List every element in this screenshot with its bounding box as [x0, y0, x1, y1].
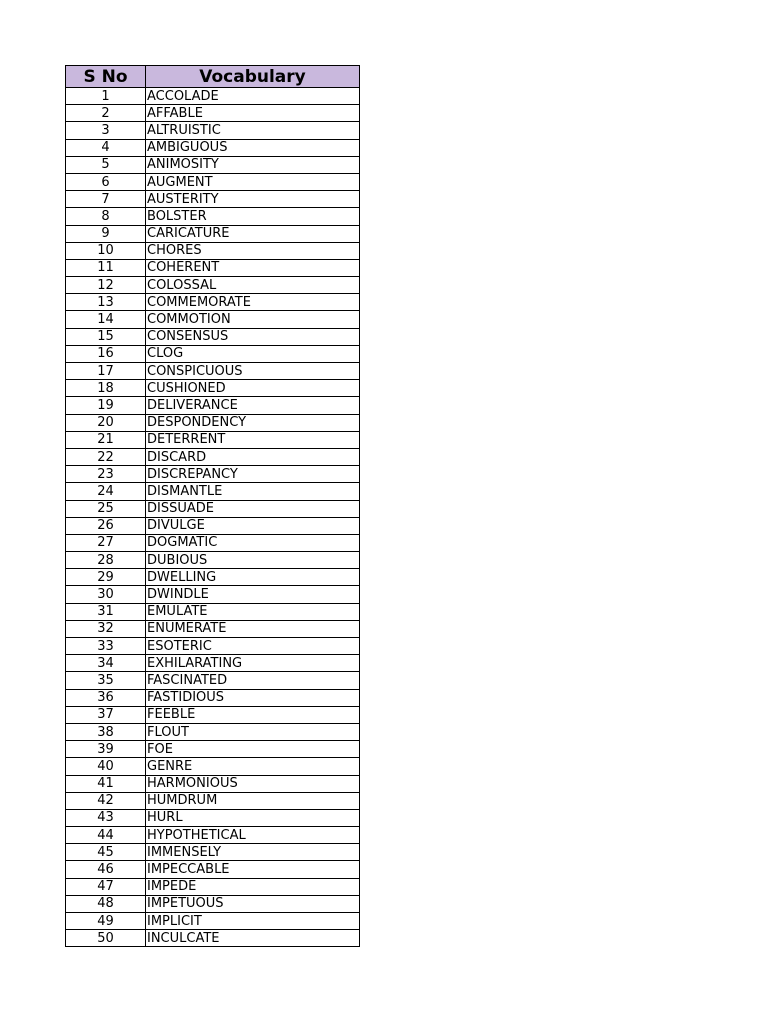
table-row: [66, 380, 360, 397]
row-serial-number: 45: [66, 844, 146, 861]
table-row: [66, 878, 360, 895]
row-vocabulary-word: IMPLICIT: [146, 913, 360, 930]
row-vocabulary-word: DETERRENT: [146, 431, 360, 448]
table-row: [66, 638, 360, 655]
row-vocabulary-word: FASCINATED: [146, 672, 360, 689]
row-serial-number: 44: [66, 827, 146, 844]
row-serial-number: 7: [66, 191, 146, 208]
table-row: [66, 345, 360, 362]
table-row: [66, 363, 360, 380]
row-vocabulary-word: FOE: [146, 741, 360, 758]
row-serial-number: 6: [66, 173, 146, 190]
row-serial-number: 9: [66, 225, 146, 242]
table-row: [66, 758, 360, 775]
row-vocabulary-word: DESPONDENCY: [146, 414, 360, 431]
row-serial-number: 35: [66, 672, 146, 689]
table-row: [66, 620, 360, 637]
row-vocabulary-word: DOGMATIC: [146, 534, 360, 551]
row-vocabulary-word: DISSUADE: [146, 500, 360, 517]
row-serial-number: 10: [66, 242, 146, 259]
table-row: [66, 139, 360, 156]
table-row: [66, 603, 360, 620]
row-vocabulary-word: FEEBLE: [146, 706, 360, 723]
column-header-sno: S No: [66, 66, 146, 88]
row-serial-number: 29: [66, 569, 146, 586]
table-row: [66, 225, 360, 242]
row-vocabulary-word: INCULCATE: [146, 930, 360, 947]
table-row: [66, 913, 360, 930]
table-header-row: [66, 66, 360, 88]
table-row: [66, 741, 360, 758]
row-vocabulary-word: IMPEDE: [146, 878, 360, 895]
row-serial-number: 37: [66, 706, 146, 723]
row-serial-number: 40: [66, 758, 146, 775]
table-row: [66, 397, 360, 414]
row-serial-number: 33: [66, 638, 146, 655]
table-row: [66, 466, 360, 483]
row-vocabulary-word: COMMOTION: [146, 311, 360, 328]
row-vocabulary-word: DUBIOUS: [146, 552, 360, 569]
row-serial-number: 22: [66, 448, 146, 465]
row-serial-number: 46: [66, 861, 146, 878]
row-vocabulary-word: HYPOTHETICAL: [146, 827, 360, 844]
table-row: [66, 689, 360, 706]
row-serial-number: 23: [66, 466, 146, 483]
row-vocabulary-word: COHERENT: [146, 259, 360, 276]
row-vocabulary-word: CUSHIONED: [146, 380, 360, 397]
row-serial-number: 34: [66, 655, 146, 672]
row-serial-number: 47: [66, 878, 146, 895]
row-serial-number: 15: [66, 328, 146, 345]
row-serial-number: 21: [66, 431, 146, 448]
row-serial-number: 31: [66, 603, 146, 620]
row-vocabulary-word: HARMONIOUS: [146, 775, 360, 792]
table-row: [66, 809, 360, 826]
row-vocabulary-word: COMMEMORATE: [146, 294, 360, 311]
table-row: [66, 328, 360, 345]
row-serial-number: 18: [66, 380, 146, 397]
row-vocabulary-word: AMBIGUOUS: [146, 139, 360, 156]
row-serial-number: 5: [66, 156, 146, 173]
row-vocabulary-word: CARICATURE: [146, 225, 360, 242]
table-row: [66, 105, 360, 122]
row-vocabulary-word: IMPETUOUS: [146, 895, 360, 912]
row-vocabulary-word: ESOTERIC: [146, 638, 360, 655]
row-vocabulary-word: AUSTERITY: [146, 191, 360, 208]
row-serial-number: 25: [66, 500, 146, 517]
table-row: [66, 895, 360, 912]
row-vocabulary-word: AFFABLE: [146, 105, 360, 122]
table-row: [66, 844, 360, 861]
table-row: [66, 723, 360, 740]
row-serial-number: 1: [66, 88, 146, 105]
row-vocabulary-word: DISCARD: [146, 448, 360, 465]
row-serial-number: 14: [66, 311, 146, 328]
table-row: [66, 88, 360, 105]
row-vocabulary-word: DELIVERANCE: [146, 397, 360, 414]
table-row: [66, 569, 360, 586]
table-row: [66, 294, 360, 311]
row-serial-number: 41: [66, 775, 146, 792]
row-vocabulary-word: ANIMOSITY: [146, 156, 360, 173]
table-row: [66, 191, 360, 208]
row-vocabulary-word: CHORES: [146, 242, 360, 259]
table-row: [66, 208, 360, 225]
row-serial-number: 49: [66, 913, 146, 930]
row-vocabulary-word: COLOSSAL: [146, 277, 360, 294]
row-serial-number: 26: [66, 517, 146, 534]
table-row: [66, 861, 360, 878]
table-row: [66, 534, 360, 551]
table-row: [66, 827, 360, 844]
table-row: [66, 672, 360, 689]
row-serial-number: 2: [66, 105, 146, 122]
row-vocabulary-word: FLOUT: [146, 723, 360, 740]
table-row: [66, 483, 360, 500]
table-row: [66, 500, 360, 517]
table-row: [66, 173, 360, 190]
table-row: [66, 431, 360, 448]
row-vocabulary-word: CLOG: [146, 345, 360, 362]
row-serial-number: 48: [66, 895, 146, 912]
table-row: [66, 259, 360, 276]
table-row: [66, 311, 360, 328]
row-serial-number: 12: [66, 277, 146, 294]
column-header-vocabulary: Vocabulary: [146, 66, 360, 88]
row-serial-number: 20: [66, 414, 146, 431]
table-row: [66, 655, 360, 672]
row-vocabulary-word: IMMENSELY: [146, 844, 360, 861]
table-body: [66, 88, 360, 947]
row-vocabulary-word: DISMANTLE: [146, 483, 360, 500]
table-row: [66, 156, 360, 173]
row-vocabulary-word: DWINDLE: [146, 586, 360, 603]
row-vocabulary-word: DISCREPANCY: [146, 466, 360, 483]
row-vocabulary-word: BOLSTER: [146, 208, 360, 225]
row-serial-number: 16: [66, 345, 146, 362]
row-serial-number: 13: [66, 294, 146, 311]
table-row: [66, 930, 360, 947]
row-serial-number: 19: [66, 397, 146, 414]
table-row: [66, 277, 360, 294]
row-serial-number: 32: [66, 620, 146, 637]
table-row: [66, 448, 360, 465]
row-serial-number: 43: [66, 809, 146, 826]
row-vocabulary-word: ENUMERATE: [146, 620, 360, 637]
row-vocabulary-word: GENRE: [146, 758, 360, 775]
table-row: [66, 792, 360, 809]
table-row: [66, 706, 360, 723]
row-serial-number: 36: [66, 689, 146, 706]
row-vocabulary-word: CONSPICUOUS: [146, 363, 360, 380]
row-serial-number: 17: [66, 363, 146, 380]
row-serial-number: 42: [66, 792, 146, 809]
row-vocabulary-word: DWELLING: [146, 569, 360, 586]
row-serial-number: 38: [66, 723, 146, 740]
row-vocabulary-word: EMULATE: [146, 603, 360, 620]
row-serial-number: 27: [66, 534, 146, 551]
row-vocabulary-word: EXHILARATING: [146, 655, 360, 672]
row-serial-number: 3: [66, 122, 146, 139]
row-serial-number: 8: [66, 208, 146, 225]
row-serial-number: 28: [66, 552, 146, 569]
row-vocabulary-word: FASTIDIOUS: [146, 689, 360, 706]
row-vocabulary-word: ALTRUISTIC: [146, 122, 360, 139]
vocabulary-table: [65, 65, 360, 947]
row-serial-number: 4: [66, 139, 146, 156]
row-vocabulary-word: HURL: [146, 809, 360, 826]
row-serial-number: 24: [66, 483, 146, 500]
row-vocabulary-word: ACCOLADE: [146, 88, 360, 105]
table-row: [66, 586, 360, 603]
table-row: [66, 414, 360, 431]
row-serial-number: 11: [66, 259, 146, 276]
row-serial-number: 50: [66, 930, 146, 947]
row-serial-number: 30: [66, 586, 146, 603]
table-row: [66, 122, 360, 139]
table-row: [66, 517, 360, 534]
row-vocabulary-word: HUMDRUM: [146, 792, 360, 809]
table-row: [66, 552, 360, 569]
row-serial-number: 39: [66, 741, 146, 758]
table-row: [66, 775, 360, 792]
row-vocabulary-word: IMPECCABLE: [146, 861, 360, 878]
table-row: [66, 242, 360, 259]
row-vocabulary-word: CONSENSUS: [146, 328, 360, 345]
row-vocabulary-word: AUGMENT: [146, 173, 360, 190]
row-vocabulary-word: DIVULGE: [146, 517, 360, 534]
